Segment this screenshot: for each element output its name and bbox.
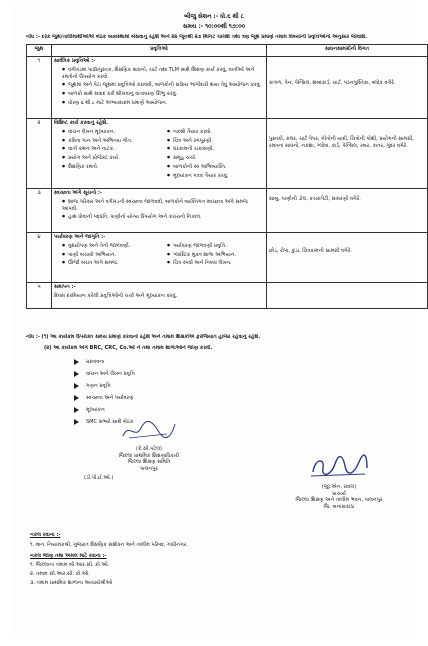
signature-scribble-icon bbox=[307, 452, 371, 480]
list-item: ● વર્ગખંડમાં પાઠ્યપુસ્તક, શૈક્ષણિક સાધનો, ચાર્ટ તથા TLM સાથે શિક્ષણ કાર્ય કરવું, વાર્તાઓ અને રમતોનો ઉપયોગ કરવો. bbox=[62, 67, 264, 81]
signatory-name: (જી.એન. રાવલ) bbox=[321, 483, 357, 490]
section-title: વિશિષ્ટ કાર્ય કરવાનું રહેશે. bbox=[54, 120, 108, 126]
list-item: મૂલ્યાંકન bbox=[74, 404, 135, 416]
section-title: સ્વચ્છતા અંગે સૂચનો :- bbox=[54, 190, 102, 196]
arrow-bullet-icon bbox=[74, 419, 80, 425]
row-materials bbox=[267, 119, 428, 189]
list-item: ૨. તમામ સી.આર.સી. કો.ઓ. bbox=[30, 571, 90, 577]
list-item: ● પ્રયોગ અને પ્રોજેક્ટ કાર્ય. bbox=[62, 155, 159, 162]
signature-right bbox=[274, 452, 404, 511]
document-title: બીજુ સેશન :- ધો.૬ થી ૮ bbox=[184, 14, 244, 20]
footnote-1: નોંધ :- (૧) આ કાર્યક્રમ ઉપરોક્ત સમય પ્રમાણે કરવાનો રહેશે અને તમામ શિક્ષકોએ ફરજિયાત હાજર રહેવાનું રહેશે. bbox=[26, 334, 261, 340]
table-row bbox=[27, 189, 428, 233]
table-header-row bbox=[27, 45, 428, 57]
row-materials bbox=[267, 233, 428, 283]
signatory-org: જિલ્લા શિક્ષણ સમિતિ bbox=[127, 459, 171, 466]
materials-text: પુસ્તકો, કલર, ચાર્ટ પેપર, ગીતોની યાદી, ચિત્રોની પોથી, પ્રયોગની સામગ્રી, રમતનાં સાધનો, નકશા, ગ્લોબ, કાર્ડ, પેન્સિલ, રબર, કાતર, ગુંદર વગેરે. bbox=[269, 136, 414, 149]
list-item: ● ચિત્ર અને રંગપૂરણી. bbox=[167, 138, 264, 145]
row-activities bbox=[52, 189, 267, 233]
distribution-heading: નકલ રવાના :- bbox=[30, 532, 61, 538]
materials-text: છોડ, રોપા, કુંડા, ચિત્રકામની સામગ્રી વગેરે. bbox=[269, 248, 352, 254]
footnote-2: (૨) આ કાર્યક્રમ અંગે BRC, CRC, Co.ઓ ને તથા તમામ શાળાઓને જાણ કરવી. bbox=[44, 344, 213, 351]
row-materials bbox=[267, 283, 428, 309]
row-materials bbox=[267, 57, 428, 119]
list-item: ● હાથ ધોવાની પદ્ધતિ, પાણીનો યોગ્ય ઉપયોગ અને કચરાનો નિકાલ. bbox=[62, 214, 264, 221]
list-item: ● બાળકો સાથે સંવાદ કરી શીખવાનું વાતાવરણ ઊભું કરવું. bbox=[62, 91, 264, 98]
list-item: ● ચિત્ર સ્પર્ધા અને નિબંધ લેખન. bbox=[167, 260, 264, 267]
list-item: ગણન પ્રવૃત્તિ bbox=[74, 380, 135, 392]
list-item: ● સમૂહ ચર્ચા. bbox=[167, 155, 264, 162]
table-row bbox=[27, 57, 428, 119]
signatory-role: જિલ્લા પ્રાથમિક શિક્ષણાધિકારી bbox=[118, 452, 180, 459]
signature-scribble-icon bbox=[119, 418, 179, 442]
row-number: ૨ bbox=[27, 119, 52, 189]
signatory-code: (ડી.પી.ઈ.ઓ.) bbox=[84, 474, 114, 481]
document-page bbox=[12, 6, 416, 634]
list-item: SMC સભ્યો સાથે બેઠક bbox=[74, 416, 135, 428]
signatory-role: પ્રાચાર્ય bbox=[332, 490, 346, 497]
distribution-line: ૧. માન. નિયામકશ્રી, ગુજરાત શૈક્ષણિક સંશોધન અને તાલીમ પરિષદ, ગાંધીનગર. bbox=[30, 541, 188, 548]
list-item: ● વાર્તા કથન અને નાટક. bbox=[62, 146, 159, 153]
footnotes bbox=[26, 334, 410, 356]
section-title: પર્યાવરણ અને જાગૃતિ :- bbox=[54, 234, 106, 240]
section-title: સમાપન :- bbox=[54, 284, 76, 290]
list-item: સ્વચ્છતા અને પર્યાવરણ bbox=[74, 392, 135, 404]
signatory-name: (કે.સી.પટેલ) bbox=[135, 445, 163, 452]
materials-text: કાગળ, પેન, પેન્સિલ, શબ્દકાર્ડ, ચાર્ટ, પઠનપુસ્તિકા, બ્લોક વગેરે. bbox=[269, 80, 396, 86]
list-item: ૧. જિલ્લાના તમામ બી.આર.સી. કો.ઓ. bbox=[30, 562, 110, 569]
arrow-bullet-icon bbox=[74, 383, 80, 389]
document-time: સમય :- ૧૦:૦૦થી ૧૭:૦૦ bbox=[182, 24, 246, 30]
list-item: ● પ્લાસ્ટિક મુક્ત શાળા અભિયાન. bbox=[167, 252, 264, 259]
list-item: ● વૃક્ષારોપણ અને તેની જાળવણી. bbox=[62, 243, 159, 250]
row-number: ૪ bbox=[27, 233, 52, 283]
list-item: ● જૂથમાં અને પેટા જૂથમાં પ્રવૃત્તિઓ કરાવવી, બાળકોની સક્રિય ભાગીદારી થાય તેવું આયોજન કરવું. bbox=[62, 82, 264, 89]
distribution-subheading: નકલ જાણ તથા અમલ માટે રવાના :- bbox=[30, 552, 107, 559]
table-row bbox=[27, 283, 428, 309]
row-materials bbox=[267, 189, 428, 233]
arrow-bullet-icon bbox=[74, 395, 80, 401]
row-activities bbox=[52, 57, 267, 119]
header-group: જુથ bbox=[27, 45, 52, 57]
list-item: ● ઊર્જા બચત અંગે સમજ. bbox=[62, 260, 159, 267]
signature-left bbox=[84, 418, 214, 482]
list-item: ● શાળા પરિસર અને વર્ગખંડની સ્વચ્છતા જાળવવી, બાળકોને વ્યક્તિગત સ્વચ્છતા અંગે સમજ આપવી. bbox=[62, 199, 264, 213]
list-item: ● નકશો તૈયાર કરવો. bbox=[167, 129, 264, 136]
row-activities bbox=[52, 283, 267, 309]
list-item: ● શૈક્ષણિક રમતો. bbox=[62, 164, 159, 171]
list-item: ● ધોરણ ૬ થી ૮ માટે અભ્યાસક્રમ પ્રમાણે આયોજન. bbox=[62, 100, 264, 107]
list-item: ● બાળકોની સ્વ અભિવ્યક્તિ. bbox=[167, 164, 264, 171]
row-activities bbox=[52, 119, 267, 189]
row-activities bbox=[52, 233, 267, 283]
row-number: ૫ bbox=[27, 283, 52, 309]
activity-table bbox=[26, 44, 428, 309]
header-materials: સાધનસામગ્રીની વિગત bbox=[267, 45, 428, 57]
materials-text: સાબુ, પાણીની ડોલ, કચરાપેટી, સાવરણી વગેરે. bbox=[269, 196, 361, 202]
signatory-city: જિ. બનાસકાંઠા bbox=[323, 504, 355, 510]
list-item: ● કવિતા ગાન અને અભિનય ગીત. bbox=[62, 138, 159, 145]
list-item: ● મૂલ્યાંકન પત્રક તૈયાર કરવું. bbox=[167, 173, 264, 180]
arrow-bullet-icon bbox=[74, 371, 80, 377]
distribution-section bbox=[30, 532, 408, 587]
list-item: ● પાણી બચાવો અભિયાન. bbox=[62, 252, 159, 259]
table-row bbox=[27, 233, 428, 283]
list-item: ૩. તમામ પ્રાથમિક શાળાના આચાર્યશ્રીઓ bbox=[30, 579, 113, 586]
header-activities: પ્રવૃત્તિઓ bbox=[52, 45, 267, 57]
row-text: દિવસ દરમિયાન કરેલી પ્રવૃત્તિઓની ચર્ચા અને મૂલ્યાંકન કરવું. bbox=[54, 292, 178, 299]
list-item: ● વાંચન લેખન મૂલ્યાંકન. bbox=[62, 129, 159, 136]
list-item: ● પર્યાવરણ જાળવણી પ્રવૃત્તિ. bbox=[167, 243, 264, 250]
top-note: નોંધ :- દરેક જુથ/તાલીમાર્થીઓએ બેઠક વ્યવસ્થામાં બેસવાનું રહેશે અને ૨૪ જૂનથી ૨૭ મિનિટ ચાલશે તથા ત્રણ જૂથ પ્રમાણે તમામ વિષયોની પ્રવૃત્તિઓનો અનુસાર જોવાશે. bbox=[26, 34, 367, 40]
list-item: વાંચન અને લેખન પ્રવૃત્તિ bbox=[74, 368, 135, 380]
row-number: ૩ bbox=[27, 189, 52, 233]
row-number: ૧ bbox=[27, 57, 52, 119]
signatory-org: જિલ્લા શિક્ષણ અને તાલીમ ભવન, પાલનપુર bbox=[295, 497, 383, 504]
list-item: ● ઘરકામની ચકાસણી. bbox=[167, 146, 264, 153]
signatory-city: પાલનપુર bbox=[140, 466, 158, 472]
arrow-bullet-icon bbox=[74, 407, 80, 413]
arrow-bullet-icon bbox=[74, 359, 80, 365]
table-row bbox=[27, 119, 428, 189]
section-title: સાર્વત્રિક પ્રવૃત્તિઓ :- bbox=[54, 58, 96, 64]
list-item: પ્રસ્તાવના bbox=[74, 356, 135, 368]
